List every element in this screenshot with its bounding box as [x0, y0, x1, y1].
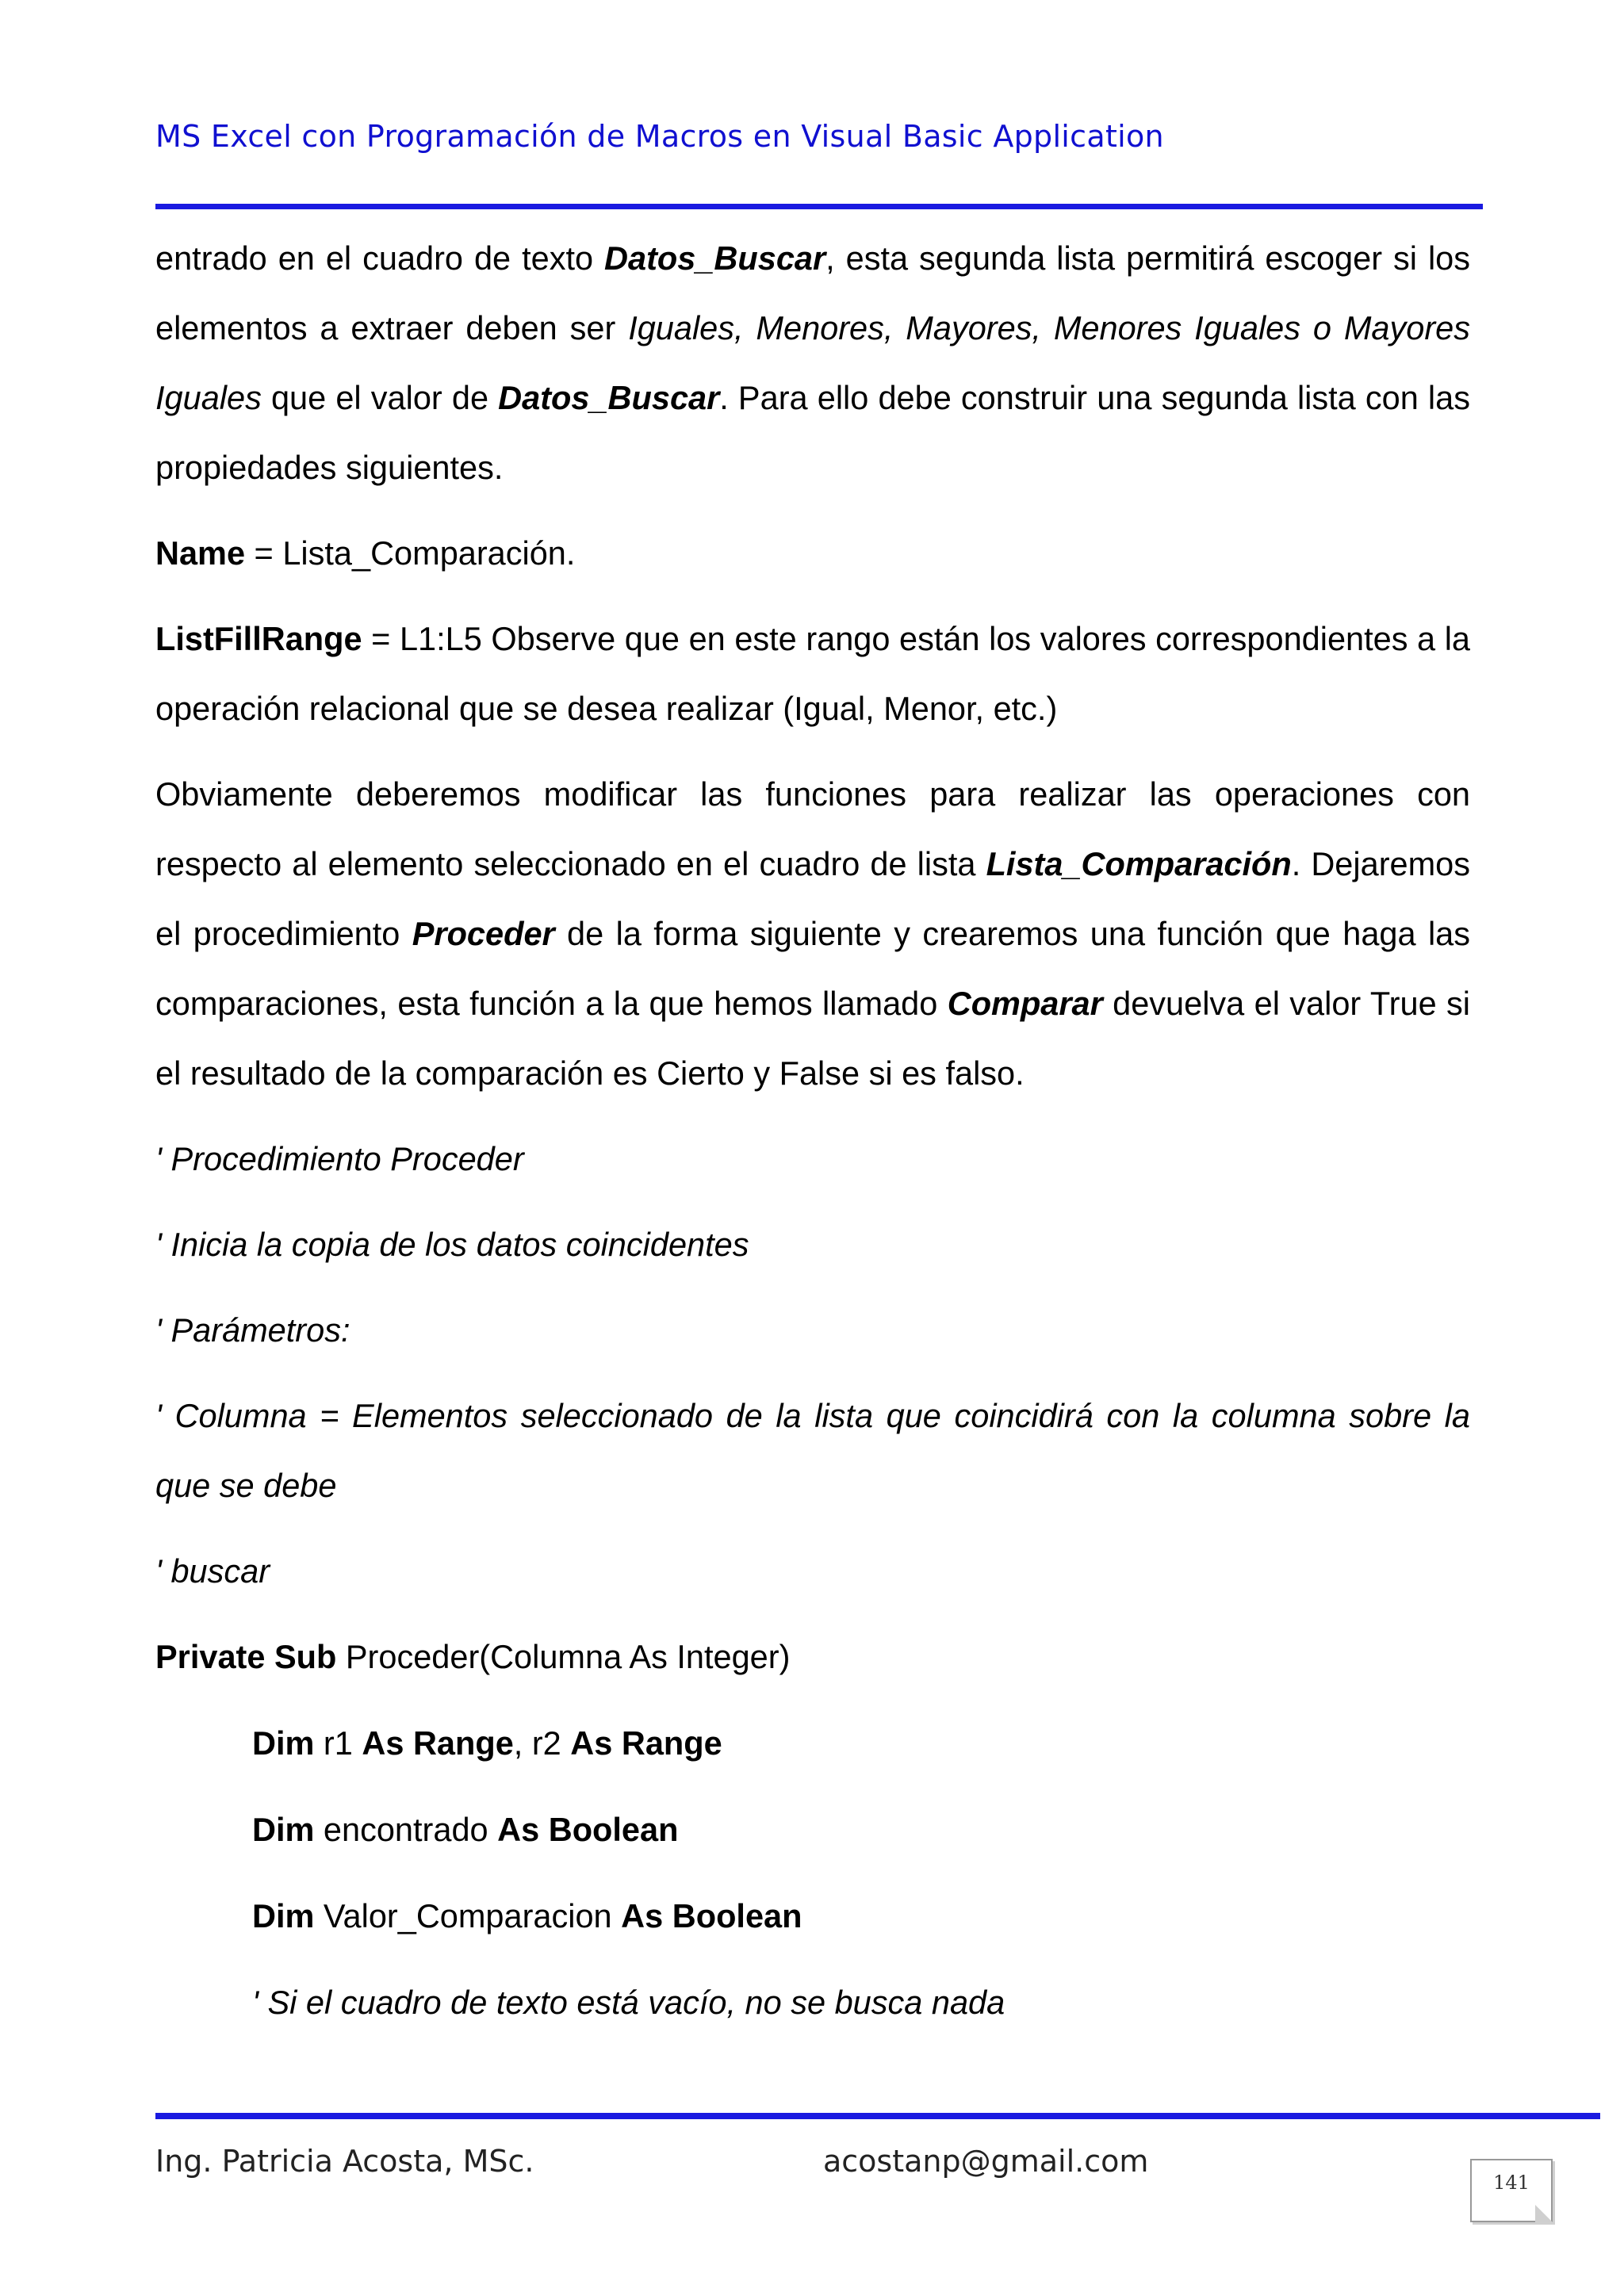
code-sub-declaration — [155, 1622, 1470, 1692]
code-keyword: As Boolean — [497, 1811, 679, 1848]
code-comment: ' Si el cuadro de texto está vacío, no se busca nada — [252, 1984, 1005, 2021]
term-datos-buscar: Datos_Buscar — [604, 239, 826, 277]
text-run: de la forma siguiente y crearemos una función que haga las comparaciones, esta función a la que hemos llamado — [155, 915, 1470, 1022]
code-text: encontrado — [314, 1811, 498, 1848]
paragraph-explanation — [155, 760, 1470, 1108]
code-comment: ' Inicia la copia de los datos coincidentes — [155, 1226, 749, 1263]
property-label: ListFillRange — [155, 620, 362, 657]
term-lista-comparacion: Lista_Comparación — [986, 845, 1292, 882]
paragraph-intro — [155, 224, 1470, 503]
text-run: , esta segunda lista permitirá escoger si los elementos a extraer deben ser — [155, 239, 1470, 346]
property-name — [155, 519, 1470, 588]
property-listfillrange — [155, 604, 1470, 744]
running-header-title: MS Excel con Programación de Macros en Visual Basic Application — [155, 119, 1164, 154]
code-comment: ' Columna = Elementos seleccionado de la lista que coincidirá con la columna sobre la que se debe — [155, 1397, 1470, 1504]
code-dim-valor-comparacion — [155, 1881, 1470, 1951]
code-comment: ' Procedimiento Proceder — [155, 1140, 524, 1177]
property-value: = Lista_Comparación. — [245, 534, 576, 572]
footer-divider — [155, 2113, 1600, 2119]
term-proceder: Proceder — [412, 915, 555, 952]
code-text: Proceder(Columna As Integer) — [336, 1638, 791, 1675]
code-dim-encontrado — [155, 1795, 1470, 1865]
header-divider — [155, 204, 1483, 209]
text-run: . Dejaremos el procedimiento — [155, 845, 1470, 952]
property-value: = L1:L5 Observe que en este rango están los valores correspondientes a la operación relacional que se desea realizar (Igual, Menor, etc.) — [155, 620, 1470, 727]
text-run: entrado en el cuadro de texto — [155, 239, 605, 277]
code-comment: ' Parámetros: — [155, 1311, 350, 1349]
term-datos-buscar: Datos_Buscar — [498, 379, 720, 416]
page-number: 141 — [1493, 2172, 1530, 2194]
property-label: Name — [155, 534, 246, 572]
code-keyword: Dim — [252, 1897, 315, 1934]
code-comment: ' buscar — [155, 1552, 270, 1590]
code-keyword: As Range — [570, 1724, 722, 1762]
page-body — [155, 224, 1470, 2054]
code-text: Valor_Comparacion — [314, 1897, 622, 1934]
code-keyword: Dim — [252, 1724, 315, 1762]
code-dim-ranges — [155, 1709, 1470, 1778]
text-run: . Para ello debe construir una segunda lista con las propiedades siguientes. — [155, 379, 1470, 486]
code-keyword: Private Sub — [155, 1638, 337, 1675]
term-comparar: Comparar — [947, 985, 1103, 1022]
code-text: , r2 — [513, 1724, 571, 1762]
code-keyword: As Range — [362, 1724, 514, 1762]
code-keyword: As Boolean — [621, 1897, 802, 1934]
page-curl-icon — [1535, 2205, 1553, 2222]
page-number-badge — [1470, 2159, 1553, 2222]
code-keyword: Dim — [252, 1811, 315, 1848]
footer-email: acostanp@gmail.com — [823, 2144, 1149, 2179]
text-run: devuelva el valor True si el resultado de la comparación es Cierto y False si es falso. — [155, 985, 1470, 1092]
text-run: que el valor de — [261, 379, 499, 416]
term-comparison-options: Iguales, Menores, Mayores, Menores Iguales o Mayores Iguales — [155, 309, 1470, 416]
text-run: Obviamente deberemos modificar las funciones para realizar las operaciones con respecto al elemento seleccionado en el cuadro de lista — [155, 775, 1470, 882]
code-text: r1 — [314, 1724, 362, 1762]
footer-author: Ing. Patricia Acosta, MSc. — [155, 2144, 534, 2179]
